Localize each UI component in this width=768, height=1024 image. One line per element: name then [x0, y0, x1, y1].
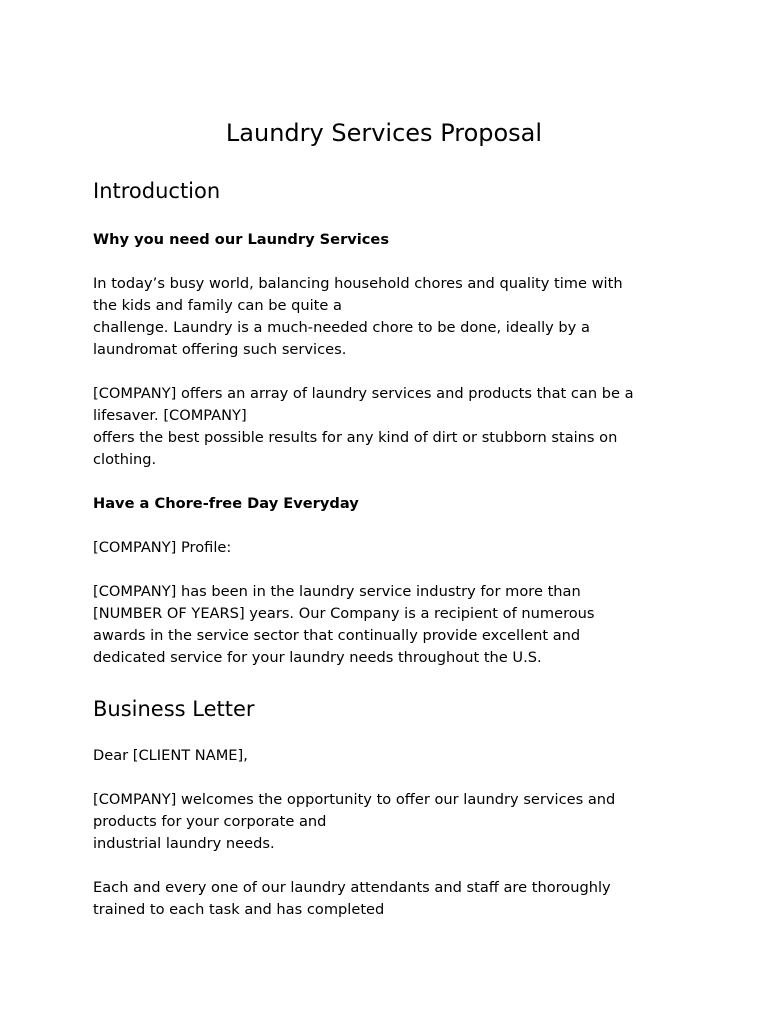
text-line: products for your corporate and — [93, 813, 327, 830]
text-line: lifesaver. [COMPANY] — [93, 407, 247, 424]
document-body — [93, 175, 693, 921]
text-line: awards in the service sector that continually provide excellent and — [93, 627, 581, 644]
intro-paragraph-2 — [93, 383, 693, 471]
text-line: the kids and family can be quite a — [93, 297, 342, 314]
text-line: [COMPANY] has been in the laundry service industry for more than — [93, 583, 581, 600]
text-line: trained to each task and has completed — [93, 901, 385, 918]
text-line: offers the best possible results for any kind of dirt or stubborn stains on — [93, 429, 618, 446]
text-line: In today’s busy world, balancing household chores and quality time with — [93, 275, 623, 292]
intro-paragraph-1 — [93, 273, 693, 361]
section-heading-introduction: Introduction — [93, 179, 221, 203]
company-profile-paragraph — [93, 581, 693, 669]
text-line: industrial laundry needs. — [93, 835, 275, 852]
company-profile-label: [COMPANY] Profile: — [93, 539, 232, 556]
subheading-why-you-need: Why you need our Laundry Services — [93, 231, 390, 248]
text-line: laundromat offering such services. — [93, 341, 347, 358]
letter-paragraph-2 — [93, 877, 693, 921]
text-line: challenge. Laundry is a much-needed chore to be done, ideally by a — [93, 319, 590, 336]
text-line: Each and every one of our laundry attendants and staff are thoroughly — [93, 879, 611, 896]
subheading-chore-free: Have a Chore-free Day Everyday — [93, 495, 359, 512]
text-line: dedicated service for your laundry needs throughout the U.S. — [93, 649, 542, 666]
text-line: clothing. — [93, 451, 157, 468]
text-line: [COMPANY] welcomes the opportunity to offer our laundry services and — [93, 791, 616, 808]
section-heading-business-letter: Business Letter — [93, 697, 255, 721]
document-title: Laundry Services Proposal — [225, 119, 543, 147]
text-line: [COMPANY] offers an array of laundry services and products that can be a — [93, 385, 634, 402]
text-line: [NUMBER OF YEARS] years. Our Company is a recipient of numerous — [93, 605, 595, 622]
letter-salutation: Dear [CLIENT NAME], — [93, 747, 248, 764]
letter-paragraph-1 — [93, 789, 693, 855]
